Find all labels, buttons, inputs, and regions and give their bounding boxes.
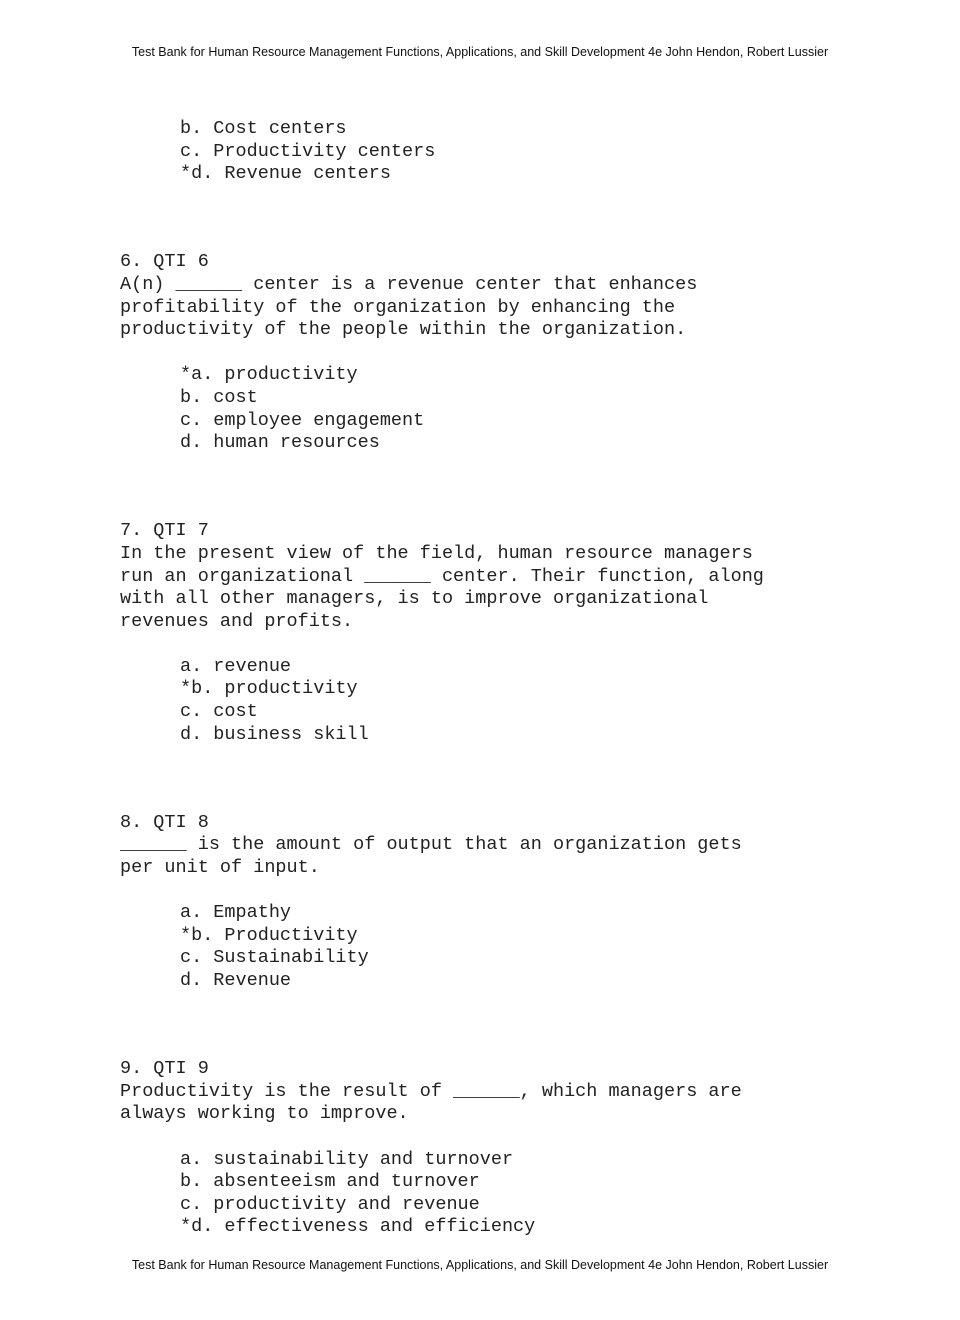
question-6 [120, 251, 840, 454]
answer-option: b. cost [180, 386, 258, 408]
question-heading: 9. QTI 9 [120, 1058, 209, 1080]
question-heading: 6. QTI 6 [120, 251, 209, 273]
carryover-options [120, 118, 840, 186]
question-stem-line: A(n) ______ center is a revenue center that enhances [120, 273, 698, 295]
running-footer: Test Bank for Human Resource Management Functions, Applications, and Skill Development 4e John Hendon, Robert Lussier [131, 1258, 829, 1272]
running-header: Test Bank for Human Resource Management Functions, Applications, and Skill Development 4e John Hendon, Robert Lussier [131, 45, 829, 59]
question-stem-line: In the present view of the field, human resource managers [120, 542, 753, 564]
question-stem-line: with all other managers, is to improve organizational [120, 588, 709, 610]
answer-option: c. productivity and revenue [180, 1193, 480, 1215]
question-stem-line: always working to improve. [120, 1103, 409, 1125]
answer-option: d. human resources [180, 432, 380, 454]
answer-option: *b. Productivity [180, 924, 358, 946]
answer-option: *a. productivity [180, 364, 358, 386]
answer-option: d. business skill [180, 723, 369, 745]
question-stem-line: productivity of the people within the organization. [120, 319, 687, 341]
document-body [120, 118, 840, 1239]
question-heading: 8. QTI 8 [120, 811, 209, 833]
question-stem-line: per unit of input. [120, 857, 320, 879]
answer-option: c. cost [180, 701, 258, 723]
answer-option: *b. productivity [180, 678, 358, 700]
answer-option: b. absenteeism and turnover [180, 1171, 480, 1193]
answer-option: c. Sustainability [180, 947, 369, 969]
answer-option: c. Productivity centers [180, 140, 436, 162]
answer-option: d. Revenue [180, 970, 292, 991]
question-stem-line: profitability of the organization by enhancing the [120, 296, 676, 318]
answer-option: a. revenue [180, 655, 292, 677]
answer-option: b. Cost centers [180, 118, 347, 139]
answer-option: a. Empathy [180, 902, 292, 924]
question-stem-line: Productivity is the result of ______, which managers are [120, 1080, 742, 1102]
answer-option: *d. effectiveness and efficiency [180, 1216, 536, 1238]
question-9 [120, 1058, 840, 1239]
answer-option: c. employee engagement [180, 409, 425, 431]
answer-option: *d. Revenue centers [180, 163, 391, 185]
question-heading: 7. QTI 7 [120, 520, 209, 542]
question-8 [120, 812, 840, 993]
question-stem-line: ______ is the amount of output that an organization gets [120, 834, 742, 856]
question-7 [120, 520, 840, 746]
question-stem-line: revenues and profits. [120, 610, 354, 632]
question-stem-line: run an organizational ______ center. Their function, along [120, 565, 764, 587]
answer-option: a. sustainability and turnover [180, 1148, 514, 1170]
